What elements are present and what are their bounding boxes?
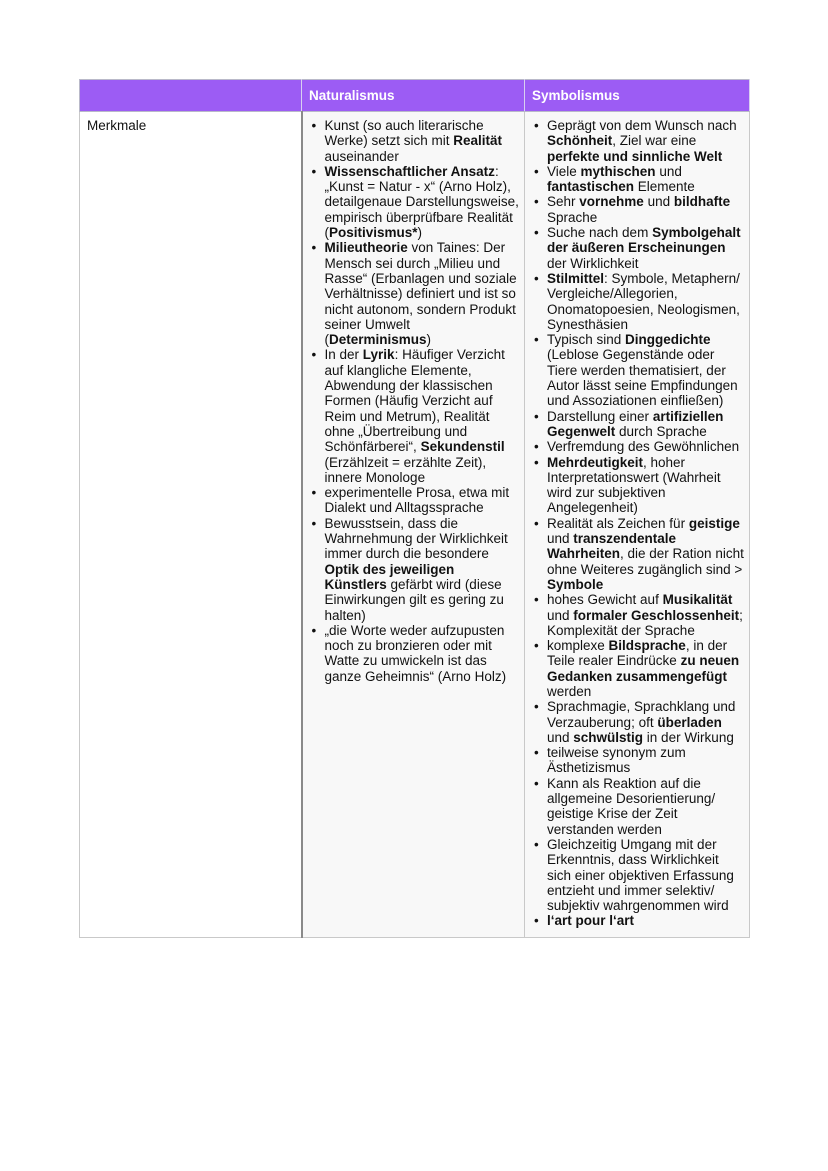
text: : „Kunst = Natur - x“ (Arno Holz), detailgenaue Darstellungsweise, empirisch überprüfbare Realität (: [324, 163, 519, 241]
text: experimentelle Prosa, etwa mit Dialekt und Alltagssprache: [324, 485, 510, 516]
text: (Erzählzeit = erzählte Zeit), innere Monologe: [324, 454, 487, 485]
text: , Ziel war eine: [612, 133, 697, 149]
list-item: [547, 164, 745, 195]
bold-text: vornehme: [579, 194, 644, 210]
bold-text: mythischen: [580, 163, 656, 179]
list-item: [547, 638, 745, 699]
bold-text: zu neuen Gedanken zusammengefügt: [547, 653, 740, 684]
text: , in der Teile realer Eindrücke: [547, 638, 728, 669]
list-item: [325, 347, 521, 485]
bold-text: Symbolgehalt der äußeren Erscheinungen: [547, 225, 741, 256]
bold-text: Wissenschaftlicher Ansatz: [324, 163, 495, 179]
text: und: [547, 531, 574, 547]
text: Realität als Zeichen für: [547, 515, 689, 531]
text: durch Sprache: [615, 423, 707, 439]
text: ): [417, 225, 423, 241]
header-row: [80, 80, 750, 112]
text: und: [547, 729, 574, 745]
bold-text: bildhafte: [673, 194, 731, 210]
list-item: [325, 118, 521, 164]
text: teilweise synonym zum Ästhetizismus: [547, 745, 686, 776]
text: von Taines: Der Mensch sei durch „Milieu und Rasse“ (Erbanlagen und soziale Verhältnisse) definiert und ist so nicht autonom, sondern Produkt seiner Umwelt (: [324, 240, 517, 348]
text: Bewusstsein, dass die Wahrnehmung der Wirklichkeit immer durch die besondere: [324, 515, 508, 562]
text: komplexe: [547, 638, 609, 654]
text: : Symbole, Metaphern/ Vergleiche/Allegorien, Onomatopoesien, Neologismen, Synesthäsien: [547, 270, 740, 332]
bold-text: l‘art pour l‘art: [547, 913, 635, 929]
list-item: [547, 271, 745, 332]
text: Suche nach dem: [547, 225, 653, 241]
text: Sehr: [547, 194, 580, 210]
list-item: [325, 485, 521, 516]
list-item: [325, 516, 521, 623]
header-empty: [80, 80, 302, 112]
bold-text: transzendentale Wahrheiten: [547, 531, 677, 562]
text: Elemente: [634, 179, 695, 195]
bold-text: geistige: [688, 515, 740, 531]
bold-text: überladen: [657, 714, 722, 730]
bold-text: artifiziellen Gegenwelt: [547, 408, 724, 439]
list-item: [325, 623, 521, 684]
text: Kann als Reaktion auf die allgemeine Desorientierung/ geistige Krise der Zeit verstanden werden: [547, 775, 716, 837]
text: „die Worte weder aufzupusten noch zu bronzieren oder mit Watte zu umwickeln ist das ganze Geheimnis“ (Arno Holz): [324, 622, 507, 684]
header-symbolismus: Symbolismus: [525, 80, 750, 112]
text: Geprägt von dem Wunsch nach: [547, 118, 737, 133]
list-item: [547, 332, 745, 408]
bold-text: Positivismus*: [329, 225, 418, 241]
text: und: [655, 163, 682, 179]
text: der Wirklichkeit: [547, 255, 639, 271]
list-item: [547, 455, 745, 516]
text: Kunst (so auch literarische Werke) setzt sich mit: [324, 118, 484, 149]
bold-text: Optik des jeweiligen Künstlers: [324, 561, 455, 592]
symbolismus-list: [532, 118, 745, 929]
bold-text: Bildsprache: [608, 638, 686, 654]
text: und: [643, 194, 674, 210]
text: gefärbt wird (diese Einwirkungen gilt es gering zu halten): [324, 576, 504, 623]
naturalismus-list: [310, 118, 521, 684]
text: Typisch sind: [547, 332, 626, 348]
list-item: [325, 240, 521, 347]
text: Viele: [547, 163, 581, 179]
bold-text: Realität: [453, 133, 503, 149]
symbolismus-cell: [525, 112, 750, 938]
list-item: [547, 837, 745, 913]
naturalismus-cell: [302, 112, 525, 938]
text: hohes Gewicht auf: [547, 592, 663, 608]
text: ; Komplexität der Sprache: [547, 607, 743, 638]
bold-text: Schönheit: [547, 133, 613, 149]
list-item: [547, 516, 745, 592]
bold-text: Sekundenstil: [420, 439, 505, 455]
bold-text: schwülstig: [573, 729, 644, 745]
text: in der Wirkung: [643, 729, 734, 745]
list-item: [547, 745, 745, 776]
text: ): [426, 332, 432, 348]
bold-text: Musikalität: [662, 592, 733, 608]
text: und: [547, 607, 574, 623]
text: : Häufiger Verzicht auf klangliche Elemente, Abwendung der klassischen Formen (Häufig Verzicht auf Reim und Metrum), Realität ohne „Übertreibung und Schönfärberei“,: [324, 347, 505, 455]
text: Darstellung einer: [547, 408, 653, 424]
text: , hoher Interpretationswert (Wahrheit wird zur subjektiven Angelegenheit): [547, 454, 721, 516]
list-item: [547, 225, 745, 271]
bold-text: Mehrdeutigkeit: [547, 454, 644, 470]
list-item: [547, 118, 745, 164]
bold-text: formaler Geschlossenheit: [573, 607, 740, 623]
list-item: [547, 592, 745, 638]
list-item: [547, 194, 745, 225]
list-item: [547, 699, 745, 745]
bold-text: perfekte und sinnliche Welt: [547, 148, 723, 164]
text: auseinander: [324, 148, 399, 164]
list-item: [547, 913, 745, 928]
table-row: [80, 112, 750, 938]
text: Sprachmagie, Sprachklang und Verzauberung; oft: [547, 699, 736, 730]
bold-text: Lyrik: [362, 347, 395, 363]
bold-text: Symbole: [547, 576, 604, 592]
text: Verfremdung des Gewöhnlichen: [547, 439, 740, 455]
list-item: [547, 776, 745, 837]
text: Gleichzeitig Umgang mit der Erkenntnis, dass Wirklichkeit sich einer objektiven Erfassung entzieht und immer selektiv/ subjektiv wahrgenommen wird: [547, 836, 734, 914]
bold-text: Determinismus: [329, 332, 427, 348]
text: In der: [324, 347, 363, 363]
bold-text: Dinggedichte: [625, 332, 711, 348]
list-item: [325, 164, 521, 240]
row-label: Merkmale: [80, 112, 302, 938]
bold-text: Milieutheorie: [324, 240, 408, 256]
list-item: [547, 439, 745, 454]
bold-text: Stilmittel: [547, 270, 605, 286]
comparison-table: [79, 79, 750, 938]
bold-text: fantastischen: [547, 179, 635, 195]
text: (Leblose Gegenstände oder Tiere werden thematisiert, der Autor lässt seine Empfindungen und Assoziationen einfließen): [547, 347, 738, 409]
header-naturalismus: Naturalismus: [302, 80, 525, 112]
text: , die der Ration nicht ohne Weiteres zugänglich sind >: [547, 546, 744, 577]
text: Sprache: [547, 209, 598, 225]
list-item: [547, 409, 745, 440]
text: werden: [547, 683, 592, 699]
